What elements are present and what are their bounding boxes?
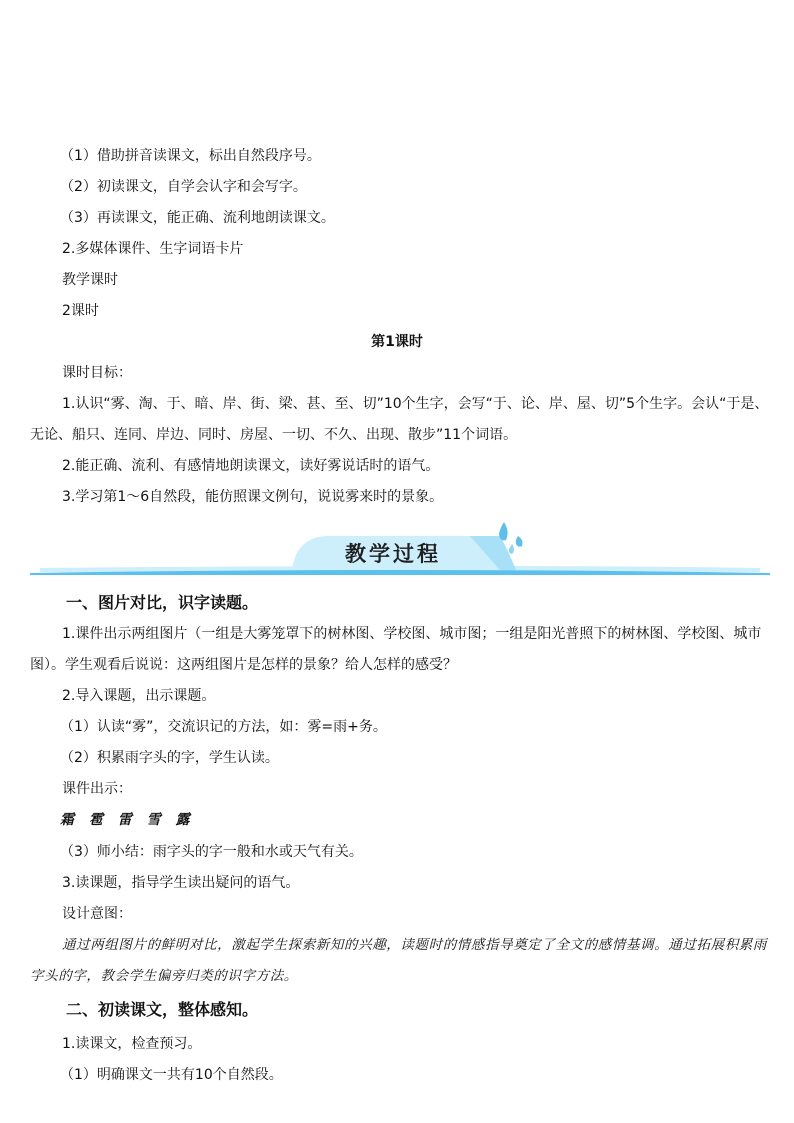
lesson-count-value: 2课时 [62, 303, 99, 319]
character-4: 雪 [146, 812, 163, 828]
courseware-label: 课件出示： [62, 781, 132, 797]
goal-3: 3.学习第1～6自然段，能仿照课文例句，说说雾来时的景象。 [62, 489, 444, 505]
water-drop-icon [494, 520, 534, 560]
lesson-title: 第1课时 [371, 334, 423, 350]
section-1-item-2c: （3）师小结：雨字头的字一般和水或天气有关。 [60, 844, 363, 860]
lesson-count-label: 教学课时 [62, 272, 118, 288]
section-1-item-3: 3.读课题，指导学生读出疑问的语气。 [62, 875, 300, 891]
prep-item-3: （3）再读课文，能正确、流利地朗读课文。 [60, 210, 335, 226]
prep-item-1: （1）借助拼音读课文，标出自然段序号。 [60, 148, 321, 164]
section-2-item-1a: （1）明确课文一共有10个自然段。 [60, 1067, 283, 1083]
section-2-item-1: 1.读课文，检查预习。 [62, 1036, 202, 1052]
section-1-item-1: 1.课件出示两组图片（一组是大雾笼罩下的树林图、学校图、城市图；一组是阳光普照下的树林图、学校图、城市图）。学生观看后说说：这两组图片是怎样的景象？给人怎样的感受？ [30, 626, 762, 673]
character-5: 露 [175, 812, 192, 828]
character-2: 雹 [88, 812, 105, 828]
section-1-item-2a: （1）认读“雾”，交流识记的方法，如：雾=雨+务。 [60, 719, 387, 735]
goal-1: 1.认识“雾、淘、于、暗、岸、街、梁、甚、至、切”10个生字，会写“于、论、岸、屋、切”5个生字。会认“于是、无论、船只、连同、岸边、同时、房屋、一切、不久、出现、散步”11个词语。 [30, 396, 769, 443]
section-2-heading: 二、初读课文，整体感知。 [66, 1000, 259, 1019]
goals-label: 课时目标： [62, 365, 132, 381]
goal-2: 2.能正确、流利、有感情地朗读课文，读好雾说话时的语气。 [62, 458, 440, 474]
character-3: 雷 [117, 812, 134, 828]
banner-title: 教学过程 [345, 542, 441, 566]
prep-item-2: （2）初读课文，自学会认字和会写字。 [60, 179, 307, 195]
rain-radical-characters [60, 810, 198, 830]
prep-item-4: 2.多媒体课件、生字词语卡片 [62, 241, 244, 257]
design-label: 设计意图： [62, 906, 132, 922]
section-1-item-2b: （2）积累雨字头的字，学生认读。 [60, 750, 279, 766]
section-1-item-2: 2.导入课题，出示课题。 [62, 688, 216, 704]
character-1: 霜 [60, 812, 76, 828]
section-1-heading: 一、图片对比，识字读题。 [66, 593, 259, 612]
design-note: 通过两组图片的鲜明对比，激起学生探索新知的兴趣，读题时的情感指导奠定了全文的感情基调。通过拓展积累雨字头的字，教会学生偏旁归类的识字方法。 [30, 937, 767, 984]
